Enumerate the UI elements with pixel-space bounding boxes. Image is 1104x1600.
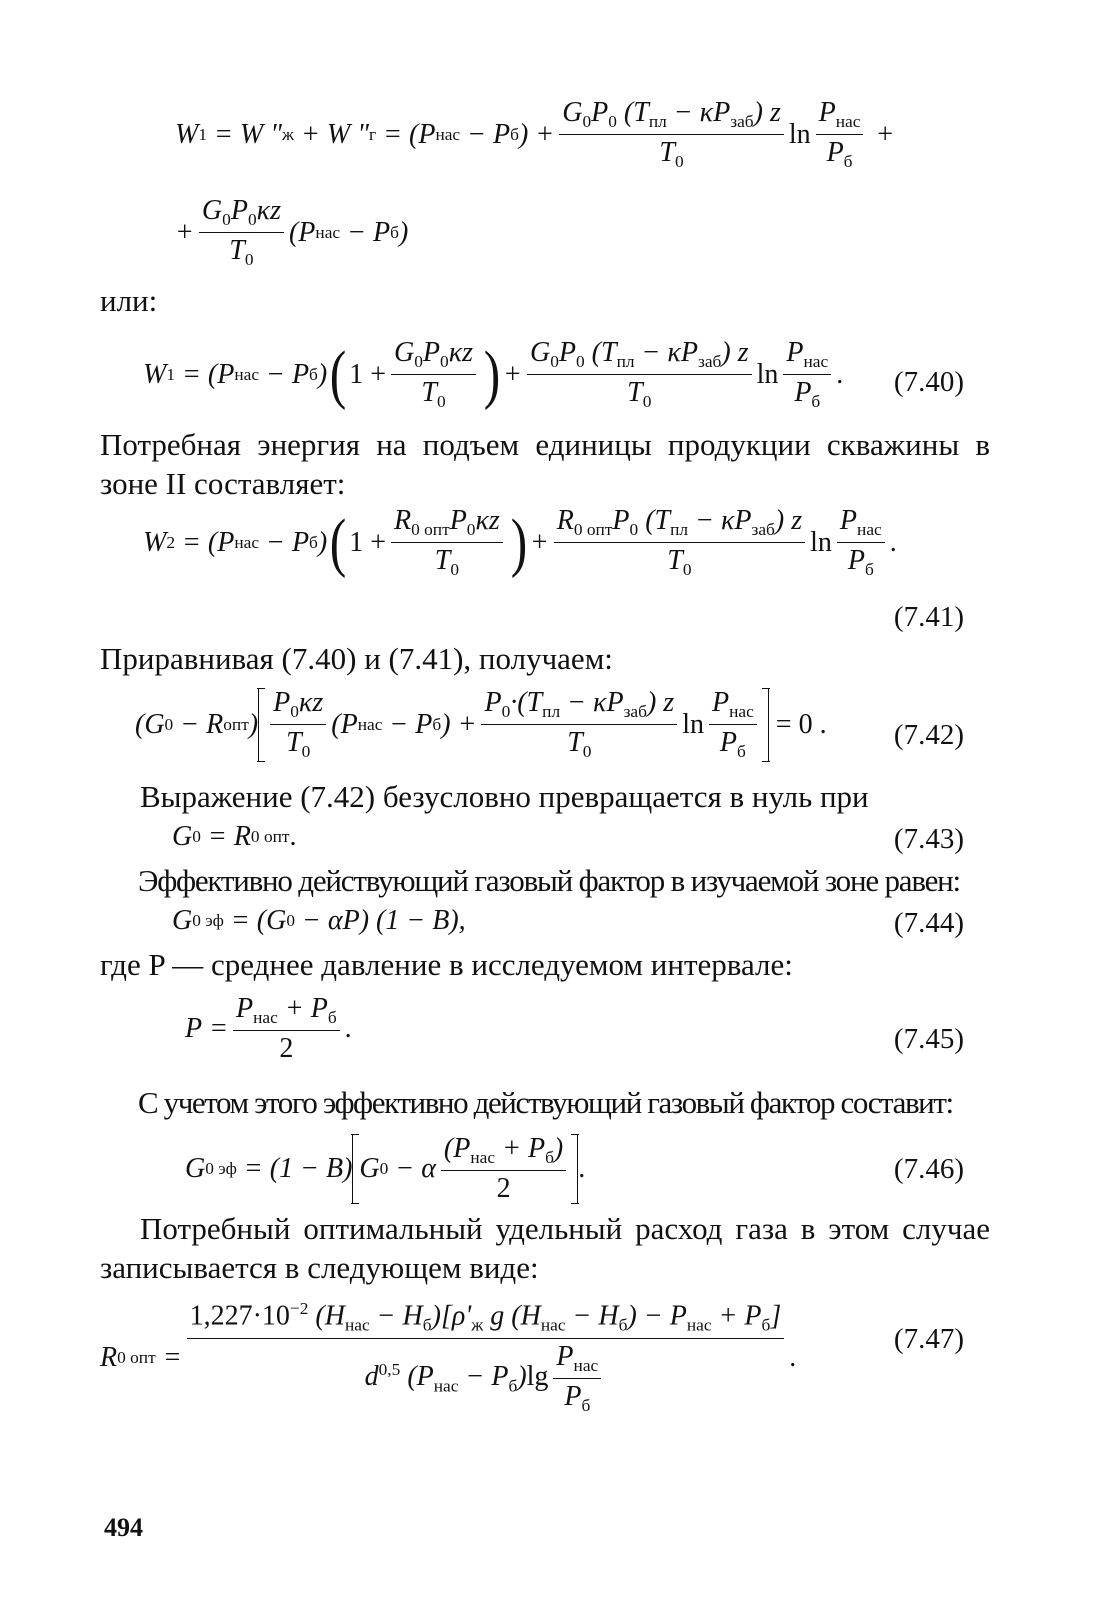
formula-7-44: G 0 эф = (G 0 − αP) (1 − B), bbox=[172, 905, 466, 936]
paragraph-average-pressure: где P — среднее давление в исследуемом интервале: bbox=[100, 947, 793, 982]
eq-number-7-46: (7.46) bbox=[893, 1153, 964, 1185]
paragraph-effective-gas-factor: Эффективно действующий газовый фактор в изучаемой зоне равен: bbox=[138, 863, 960, 898]
formula-7-46: G 0 эф = (1 − B) G 0 − α $\frac{(P_{нас} + P_б)}{2}$ . bbox=[185, 1133, 586, 1205]
formula-w1-line2: + $\frac{G_0P_0\kappa z}{T_0}$ (P нас − P б ) bbox=[175, 195, 409, 270]
formula-7-43: G 0 = R 0 опт . bbox=[172, 821, 297, 852]
formula-w1-line1: W 1 = W " ж + W " г = (P нас − P б ) + $\frac{G_0P_0 (T_{пл} - \kappa P_{заб}) z}{T_0}$ ln $\frac{P_{нас}}{P_б}$ + bbox=[175, 97, 895, 172]
or-label: или: bbox=[100, 283, 158, 318]
eq-number-7-43: (7.43) bbox=[893, 823, 964, 855]
paragraph-expression-zero: Выражение (7.42) безусловно превращается в нуль при bbox=[140, 779, 869, 814]
paragraph-required-consumption-line1: Потребный оптимальный удельный расход газа в этом случае bbox=[140, 1211, 990, 1246]
formula-7-45: P = $\frac{P_{нас} + P_б}{2}$ . bbox=[185, 993, 352, 1065]
eq-number-7-44: (7.44) bbox=[893, 907, 964, 939]
formula-7-41: W 2 = (P нас − P б ) ( 1 + $\frac{R_{0 опт}P_0\kappa z}{T_0}$ ) + $\frac{R_{0 опт}P_0 (T_{пл} - \kappa P_{заб}) z}{T_0}$ ln $\frac{P_{нас}}{P_б}$ . bbox=[143, 505, 897, 580]
eq-number-7-47: (7.47) bbox=[893, 1323, 964, 1355]
eq-number-7-40: (7.40) bbox=[893, 366, 964, 398]
eq-number-7-42: (7.42) bbox=[893, 719, 964, 751]
paragraph-energy-zone2-line1: Потребная энергия на подъем единицы продукции скважины в bbox=[100, 427, 990, 462]
formula-7-42: (G 0 − R опт ) $\frac{P_0\kappa z}{T_0}$ (P нас − P б ) + $\frac{P_0\cdot(T_{пл} - \kappa P_{заб}) z}{T_0}$ ln $\frac{P_{нас}}{P_б}$ = 0 . bbox=[135, 687, 827, 762]
formula-7-47: R 0 опт = $1,227\cdot 10^{-2}$ $(H_{нас} - H_б)[\rho'_ж$ g $(H_{нас} - H_б) - P_{нас} + P_б$] $d^{0,5}$ $(P_{нас} - P_б)\lg$ $\frac{P_{нас}}{P_б}$ . bbox=[100, 1299, 797, 1416]
paragraph-considering: С учетом этого эффективно действующий газовый фактор составит: bbox=[138, 1085, 953, 1120]
paragraph-equating: Приравнивая (7.40) и (7.41), получаем: bbox=[100, 641, 613, 676]
paragraph-energy-zone2-line2: зоне II составляет: bbox=[100, 466, 346, 501]
eq-number-7-45: (7.45) bbox=[893, 1023, 964, 1055]
formula-7-40: W 1 = (P нас − P б ) ( 1 + $\frac{G_0P_0\kappa z}{T_0}$ ) + $\frac{G_0P_0 (T_{пл} - \kappa P_{заб}) z}{T_0}$ ln $\frac{P_{нас}}{P_б}$ . bbox=[143, 337, 844, 412]
eq-number-7-41: (7.41) bbox=[893, 601, 964, 633]
paragraph-required-consumption-line2: записывается в следующем виде: bbox=[100, 1250, 539, 1285]
page-number: 494 bbox=[104, 1513, 143, 1542]
